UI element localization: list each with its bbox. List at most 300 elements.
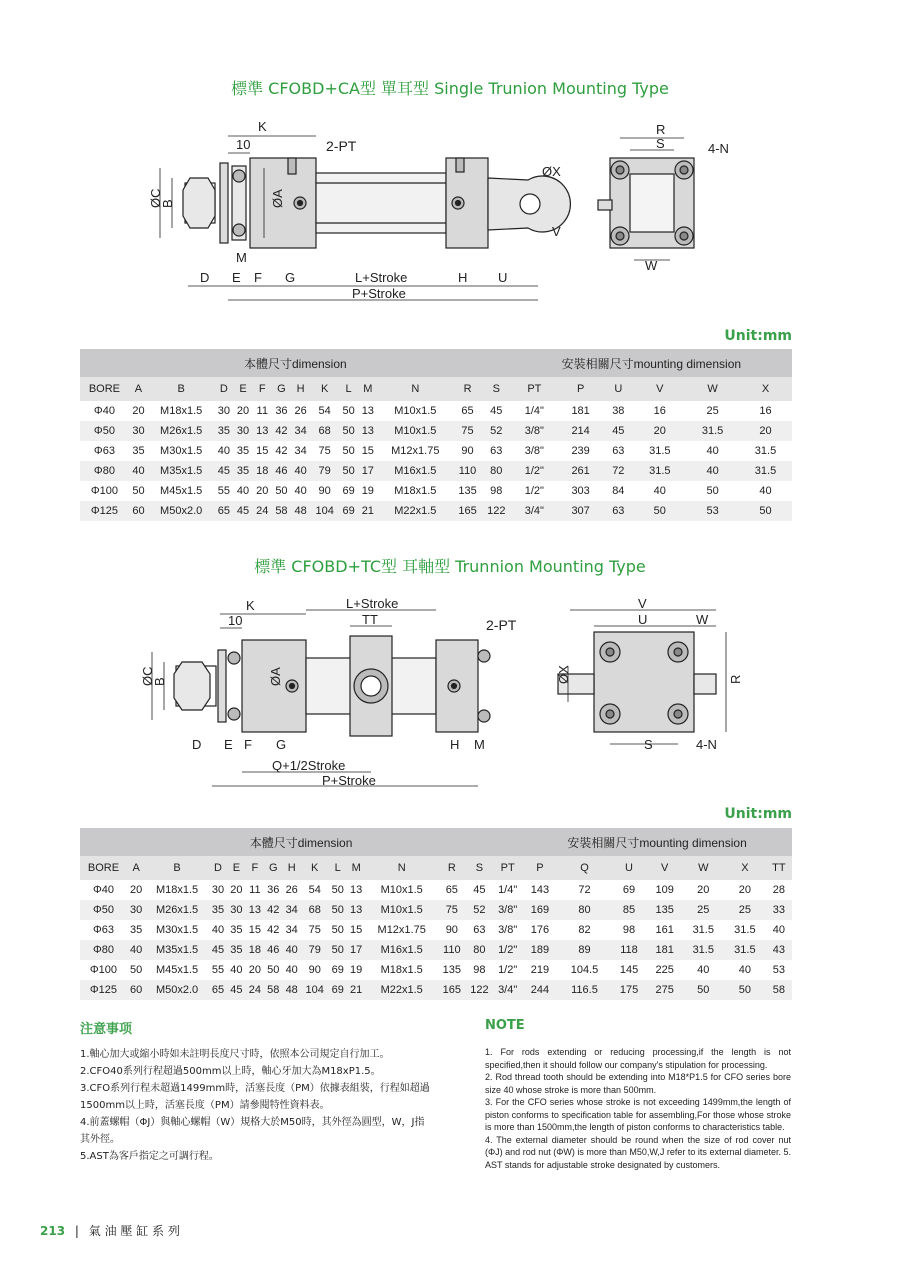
table-cell: 110 — [453, 461, 482, 481]
table-cell: 214 — [558, 421, 603, 441]
table-cell: M18x1.5 — [377, 481, 453, 501]
table-cell: 60 — [129, 501, 148, 521]
table-cell: 63 — [603, 441, 633, 461]
table-cell: 181 — [558, 401, 603, 421]
table-row — [80, 980, 792, 1000]
dim-v: V — [552, 224, 561, 239]
table-cell: 31.5 — [686, 421, 739, 441]
tc-dim-d: D — [192, 737, 202, 752]
table-cell: 36 — [272, 401, 291, 421]
table-cell: 42 — [264, 920, 282, 940]
table-cell: 45 — [603, 421, 633, 441]
table-cell: 261 — [558, 461, 603, 481]
table-cell: 35 — [233, 461, 252, 481]
column-header: N — [365, 856, 438, 880]
dim-m: M — [236, 250, 247, 265]
table-cell: M35x1.5 — [148, 461, 214, 481]
table-cell: 15 — [246, 920, 264, 940]
table-row — [80, 461, 792, 481]
tc-dim-oc: ØC — [140, 666, 155, 686]
table-cell: 52 — [482, 421, 511, 441]
zh-notes-list — [80, 1046, 430, 1165]
table-cell: 38 — [603, 401, 633, 421]
table-cell: 16 — [739, 401, 792, 421]
table-cell: M10x1.5 — [377, 401, 453, 421]
tc-dim-qstroke: Q+1/2Stroke — [272, 758, 346, 773]
table-cell: Φ125 — [80, 501, 129, 521]
table-cell: 50 — [739, 501, 792, 521]
column-header: L — [339, 377, 358, 401]
table-cell: Φ80 — [80, 940, 127, 960]
table-column-header-row — [80, 856, 792, 880]
column-header: A — [127, 856, 145, 880]
column-header: W — [686, 377, 739, 401]
tc-dim-10: 10 — [228, 613, 243, 628]
table-cell: M26x1.5 — [148, 421, 214, 441]
table-cell: 31.5 — [724, 940, 766, 960]
table-cell: 40 — [291, 481, 310, 501]
table-cell: 244 — [522, 980, 558, 1000]
table-cell: 13 — [246, 900, 264, 920]
column-header: E — [227, 856, 245, 880]
dim-lstroke: L+Stroke — [355, 270, 408, 285]
table-cell: 165 — [453, 501, 482, 521]
tc-end-ox: ØX — [556, 665, 571, 684]
table-cell: 31.5 — [682, 940, 724, 960]
table-cell: 40 — [227, 960, 245, 980]
tc-end-w: W — [696, 612, 709, 627]
table-cell: 19 — [358, 481, 377, 501]
table-cell: 20 — [739, 421, 792, 441]
tc-dim-2pt: 2-PT — [486, 617, 517, 633]
table-cell: M18x1.5 — [365, 960, 438, 980]
table-cell: 25 — [724, 900, 766, 920]
table-cell: 20 — [633, 421, 686, 441]
table-cell: 79 — [310, 461, 339, 481]
table-cell: M45x1.5 — [145, 960, 208, 980]
table-cell: 122 — [482, 501, 511, 521]
table-cell: 40 — [682, 960, 724, 980]
table-cell: 45 — [466, 880, 494, 900]
table-cell: 35 — [227, 940, 245, 960]
table-cell: 69 — [339, 481, 358, 501]
dim-pstroke: P+Stroke — [352, 286, 406, 301]
column-header: Q — [558, 856, 611, 880]
footer-separator: | — [74, 1224, 79, 1238]
table-cell: 122 — [466, 980, 494, 1000]
table-cell: 110 — [438, 940, 466, 960]
table-cell: 40 — [282, 960, 300, 980]
table-cell: 75 — [438, 900, 466, 920]
column-header: V — [647, 856, 683, 880]
table-cell: 307 — [558, 501, 603, 521]
table-cell: 20 — [253, 481, 272, 501]
table-cell: 1/2" — [493, 940, 522, 960]
table-cell: 50 — [272, 481, 291, 501]
column-header: M — [358, 377, 377, 401]
table-cell: 18 — [253, 461, 272, 481]
column-header: B — [148, 377, 214, 401]
table-cell: 25 — [686, 401, 739, 421]
table-cell: 30 — [214, 401, 233, 421]
table-cell: 40 — [127, 940, 145, 960]
table-row — [80, 960, 792, 980]
table-cell: 90 — [453, 441, 482, 461]
table-cell: 26 — [282, 880, 300, 900]
table-cell: 46 — [272, 461, 291, 481]
table-cell: 65 — [209, 980, 227, 1000]
table-cell: 34 — [291, 421, 310, 441]
table-cell: 58 — [272, 501, 291, 521]
en-notes-list — [485, 1046, 791, 1171]
table-cell: 48 — [291, 501, 310, 521]
zh-note-item: 3.CFO系列行程未超過1499mm時，活塞長度（PM）依據表組裝，行程如超過1500mm以上時，活塞長度（PM）請參閱特性資料表。 — [80, 1083, 430, 1111]
dim-h: H — [458, 270, 468, 285]
table-cell: 161 — [647, 920, 683, 940]
end-dim-4n: 4-N — [708, 141, 729, 156]
table-cell: 34 — [282, 920, 300, 940]
end-dim-s: S — [656, 136, 665, 151]
table-cell: 48 — [282, 980, 300, 1000]
table-cell: 30 — [129, 421, 148, 441]
table-cell: 63 — [603, 501, 633, 521]
table-cell: 50 — [633, 501, 686, 521]
table-cell: 55 — [214, 481, 233, 501]
table-cell: 69 — [329, 960, 347, 980]
column-header: V — [633, 377, 686, 401]
table-cell: 45 — [209, 940, 227, 960]
table-row — [80, 920, 792, 940]
table-cell: 43 — [766, 940, 792, 960]
table-cell: 40 — [739, 481, 792, 501]
table-cell: 109 — [647, 880, 683, 900]
table-cell: 40 — [724, 960, 766, 980]
tc-dim-tt: TT — [362, 612, 378, 627]
table-cell: 40 — [686, 461, 739, 481]
column-header: M — [347, 856, 365, 880]
table-cell: 24 — [246, 980, 264, 1000]
table-cell: M22x1.5 — [365, 980, 438, 1000]
table-cell: 28 — [766, 880, 792, 900]
dim-u: U — [498, 270, 508, 285]
table-cell: 15 — [358, 441, 377, 461]
table-cell: 53 — [766, 960, 792, 980]
table-cell: 31.5 — [633, 461, 686, 481]
table-cell: 31.5 — [739, 461, 792, 481]
table-cell: 35 — [227, 920, 245, 940]
table1-group-mounting: 安裝相關尺寸mounting dimension — [511, 349, 792, 377]
page-number: 213 — [40, 1224, 66, 1238]
table-cell: 98 — [466, 960, 494, 980]
table-cell: 40 — [686, 441, 739, 461]
table-cell: 50 — [329, 940, 347, 960]
table-cell: 68 — [310, 421, 339, 441]
table-cell: 40 — [633, 481, 686, 501]
table-cell: 63 — [482, 441, 511, 461]
table-cell: 75 — [453, 421, 482, 441]
table-cell: 79 — [301, 940, 329, 960]
table-cell: 80 — [482, 461, 511, 481]
table-cell: 68 — [301, 900, 329, 920]
tc-end-v: V — [638, 596, 647, 611]
table-cell: 42 — [272, 441, 291, 461]
table-cell: 1/4" — [493, 880, 522, 900]
table-cell: Φ50 — [80, 421, 129, 441]
table-cell: 40 — [282, 940, 300, 960]
column-header: X — [739, 377, 792, 401]
table-cell: 13 — [358, 401, 377, 421]
table-cell: 13 — [358, 421, 377, 441]
column-header: U — [603, 377, 633, 401]
table-cell: M16x1.5 — [365, 940, 438, 960]
dim-d: D — [200, 270, 210, 285]
trunnion-side-drawing — [136, 596, 516, 796]
table-cell: 90 — [438, 920, 466, 940]
dim-ox: ØX — [542, 164, 561, 179]
table-cell: M16x1.5 — [377, 461, 453, 481]
table-cell: 40 — [129, 461, 148, 481]
column-header: P — [522, 856, 558, 880]
tc-dim-b: B — [152, 677, 167, 686]
table-cell: M12x1.75 — [377, 441, 453, 461]
table-cell: 30 — [227, 900, 245, 920]
table-cell: 181 — [647, 940, 683, 960]
table-cell: 69 — [339, 501, 358, 521]
table-cell: 26 — [291, 401, 310, 421]
column-header: G — [264, 856, 282, 880]
table-cell: 30 — [209, 880, 227, 900]
table-cell: 31.5 — [633, 441, 686, 461]
table-cell: Φ40 — [80, 401, 129, 421]
tc-end-u: U — [638, 612, 648, 627]
table-cell: 225 — [647, 960, 683, 980]
table-cell: 40 — [209, 920, 227, 940]
dim-oa: ØA — [270, 189, 285, 208]
table-cell: 13 — [347, 900, 365, 920]
single-trunion-side-drawing — [140, 118, 560, 318]
table-cell: 145 — [611, 960, 647, 980]
table-cell: 3/8" — [511, 441, 558, 461]
table-cell: 15 — [347, 920, 365, 940]
table-cell: 20 — [227, 880, 245, 900]
table-cell: M10x1.5 — [377, 421, 453, 441]
table-cell: 118 — [611, 940, 647, 960]
table-cell: 50 — [329, 900, 347, 920]
table-cell: Φ80 — [80, 461, 129, 481]
table-row — [80, 880, 792, 900]
column-header: K — [310, 377, 339, 401]
table-cell: 50 — [129, 481, 148, 501]
tc-dim-e: E — [224, 737, 233, 752]
table-cell: 35 — [127, 920, 145, 940]
column-header: X — [724, 856, 766, 880]
table-cell: 169 — [522, 900, 558, 920]
table-cell: Φ125 — [80, 980, 127, 1000]
table-cell: M18x1.5 — [145, 880, 208, 900]
column-header: G — [272, 377, 291, 401]
table-cell: 50 — [339, 461, 358, 481]
table-cell: 13 — [347, 880, 365, 900]
table-cell: 3/8" — [493, 920, 522, 940]
table-cell: 50 — [686, 481, 739, 501]
table-cell: 104 — [310, 501, 339, 521]
table-cell: 15 — [253, 441, 272, 461]
table-cell: 34 — [291, 441, 310, 461]
table-cell: Φ63 — [80, 920, 127, 940]
page-footer — [40, 1222, 180, 1239]
dim-b: B — [160, 199, 175, 208]
table-cell: 13 — [253, 421, 272, 441]
column-header: E — [233, 377, 252, 401]
table-cell: 75 — [301, 920, 329, 940]
table-cell: 35 — [209, 900, 227, 920]
table-cell: M12x1.75 — [365, 920, 438, 940]
table-cell: 75 — [310, 441, 339, 461]
section1-title: 標準 CFOBD+CA型 單耳型 Single Trunion Mounting Type — [231, 79, 669, 98]
table-cell: 135 — [647, 900, 683, 920]
table-cell: M50x2.0 — [145, 980, 208, 1000]
table-cell: 20 — [129, 401, 148, 421]
table-cell: 50 — [127, 960, 145, 980]
table-cell: 54 — [310, 401, 339, 421]
tc-dim-pstroke: P+Stroke — [322, 773, 376, 788]
table-cell: 18 — [246, 940, 264, 960]
table-cell: 24 — [253, 501, 272, 521]
end-dim-r: R — [656, 122, 666, 137]
table-cell: 90 — [301, 960, 329, 980]
table-cell: 135 — [438, 960, 466, 980]
table-cell: 58 — [264, 980, 282, 1000]
table-cell: 33 — [766, 900, 792, 920]
table-cell: 42 — [264, 900, 282, 920]
table2-group-mounting: 安裝相關尺寸mounting dimension — [522, 828, 792, 856]
table-cell: M18x1.5 — [148, 401, 214, 421]
column-header: S — [482, 377, 511, 401]
dim-e: E — [232, 270, 241, 285]
table-cell: 20 — [724, 880, 766, 900]
dim-10: 10 — [236, 137, 251, 152]
dim-f: F — [254, 270, 262, 285]
table-cell: 21 — [358, 501, 377, 521]
table-cell: 65 — [438, 880, 466, 900]
table-cell: 46 — [264, 940, 282, 960]
table-cell: 72 — [558, 880, 611, 900]
table-cell: 20 — [233, 401, 252, 421]
table-cell: Φ100 — [80, 481, 129, 501]
table-cell: 50 — [724, 980, 766, 1000]
table-cell: 104.5 — [558, 960, 611, 980]
table-cell: 3/8" — [511, 421, 558, 441]
table-cell: 50 — [264, 960, 282, 980]
column-header: R — [438, 856, 466, 880]
table-cell: M45x1.5 — [148, 481, 214, 501]
table-cell: M30x1.5 — [145, 920, 208, 940]
table-cell: 52 — [466, 900, 494, 920]
single-trunion-spec-table — [80, 349, 792, 521]
table-cell: 176 — [522, 920, 558, 940]
table-cell: M35x1.5 — [145, 940, 208, 960]
column-header: H — [282, 856, 300, 880]
table-cell: 80 — [558, 900, 611, 920]
column-header: U — [611, 856, 647, 880]
table-cell: 50 — [339, 441, 358, 461]
tc-end-s: S — [644, 737, 653, 752]
table-cell: 34 — [282, 900, 300, 920]
table-row — [80, 501, 792, 521]
trunnion-end-drawing — [540, 596, 743, 756]
zh-note-item: 2.CFO40系列行程超過500mm以上時，軸心牙加大為M18xP1.5。 — [80, 1066, 381, 1077]
column-header: F — [253, 377, 272, 401]
tc-dim-h: H — [450, 737, 460, 752]
table-cell: 3/8" — [493, 900, 522, 920]
table-cell: 65 — [214, 501, 233, 521]
tc-dim-f: F — [244, 737, 252, 752]
table-cell: 40 — [766, 920, 792, 940]
section2-title: 標準 CFOBD+TC型 耳軸型 Trunnion Mounting Type — [254, 557, 646, 576]
table-cell: 31.5 — [682, 920, 724, 940]
table-cell: 54 — [301, 880, 329, 900]
table-cell: M10x1.5 — [365, 880, 438, 900]
column-header: D — [214, 377, 233, 401]
dim-oc: ØC — [148, 188, 163, 208]
column-header: N — [377, 377, 453, 401]
table-cell: Φ40 — [80, 880, 127, 900]
table-row — [80, 900, 792, 920]
table-row — [80, 481, 792, 501]
table-cell: 50 — [682, 980, 724, 1000]
table-cell: 65 — [453, 401, 482, 421]
table-cell: 16 — [633, 401, 686, 421]
en-note-item: 1. For rods extending or reducing processing,if the length is not specified,then it should follow our company's stipulation for processing. — [485, 1047, 791, 1070]
table-cell: 63 — [466, 920, 494, 940]
table-cell: 1/2" — [511, 481, 558, 501]
table-cell: M30x1.5 — [148, 441, 214, 461]
table-cell: 165 — [438, 980, 466, 1000]
table1-group-dimension: 本體尺寸dimension — [80, 349, 511, 377]
section2-unit: Unit:mm — [724, 806, 792, 822]
table-cell: Φ50 — [80, 900, 127, 920]
table-cell: 239 — [558, 441, 603, 461]
column-header: W — [682, 856, 724, 880]
series-name: 氣 油 壓 缸 系 列 — [88, 1224, 180, 1238]
table-cell: 80 — [466, 940, 494, 960]
table-cell: 20 — [246, 960, 264, 980]
table-cell: 25 — [682, 900, 724, 920]
table-cell: 116.5 — [558, 980, 611, 1000]
table-cell: 45 — [227, 980, 245, 1000]
trunnion-spec-table — [80, 828, 792, 1000]
table-cell: 72 — [603, 461, 633, 481]
table-cell: 85 — [611, 900, 647, 920]
table-cell: 50 — [329, 920, 347, 940]
table-cell: 189 — [522, 940, 558, 960]
tc-dim-g: G — [276, 737, 287, 752]
table-cell: 30 — [233, 421, 252, 441]
tc-end-4n: 4-N — [696, 737, 717, 752]
table-cell: 17 — [358, 461, 377, 481]
table-row — [80, 441, 792, 461]
column-header: P — [558, 377, 603, 401]
table-cell: 53 — [686, 501, 739, 521]
table-cell: M10x1.5 — [365, 900, 438, 920]
en-note-item: 3. For the CFO series whose stroke is not exceeding 1499mm,the length of piston conforms to specification table for assembling,For those whose stroke is more than 1500mm,the length of piston conforms to characteristics table. — [485, 1097, 791, 1132]
column-header: S — [466, 856, 494, 880]
table-cell: M50x2.0 — [148, 501, 214, 521]
column-header: TT — [766, 856, 792, 880]
table-cell: 69 — [329, 980, 347, 1000]
table-cell: 55 — [209, 960, 227, 980]
column-header: H — [291, 377, 310, 401]
